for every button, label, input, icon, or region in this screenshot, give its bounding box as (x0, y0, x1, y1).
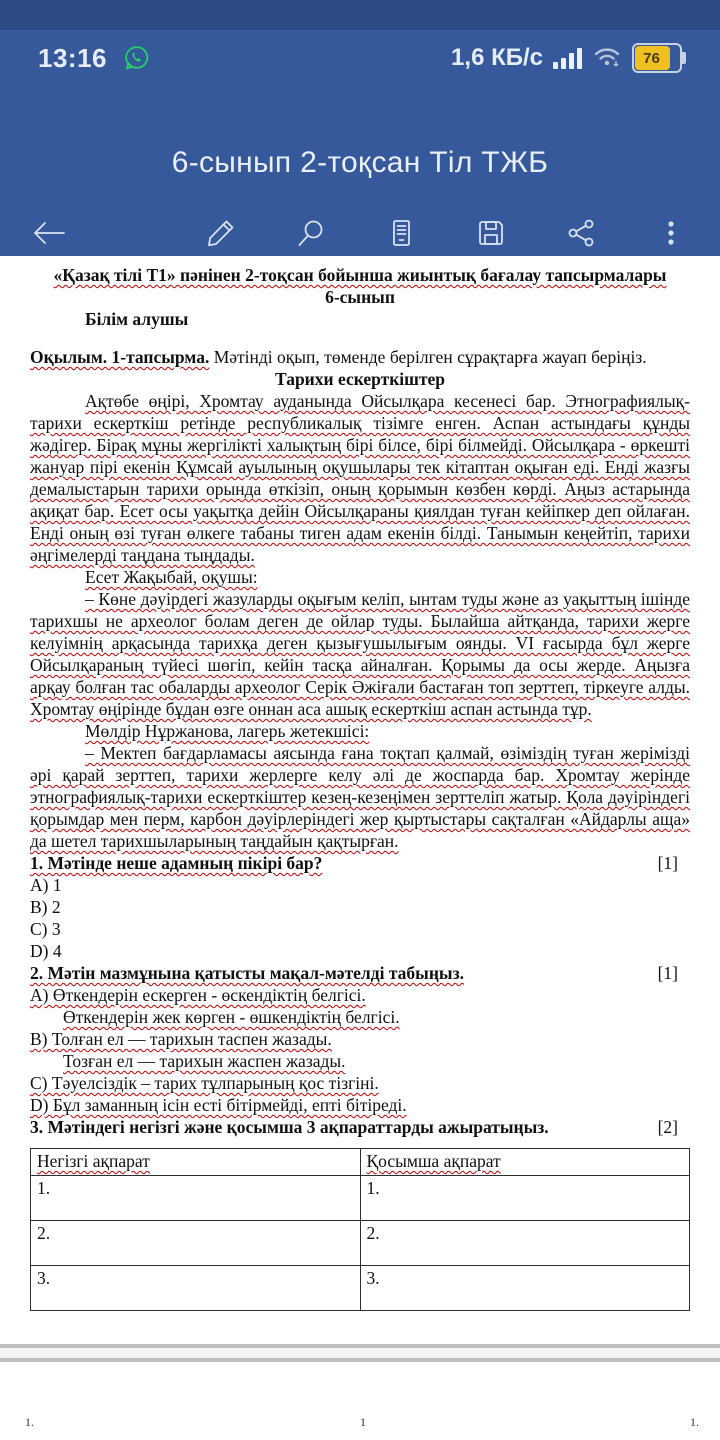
table-cell: 3. (31, 1266, 361, 1311)
document-page-1 (0, 256, 720, 1344)
question-2-text: 2. Мәтін мазмұнына қатысты мақал-мәтелді табыңыз. (30, 963, 464, 983)
table-cell: 2. (360, 1221, 690, 1266)
save-floppy-icon (476, 218, 506, 248)
q2-option-b-line1: B) Толған ел — тарихын таспен жазады. (30, 1029, 332, 1049)
question-1-text: 1. Мәтінде неше адамның пікірі бар? (30, 853, 323, 873)
table-row (31, 1176, 690, 1221)
question-3-points: [2] (657, 1117, 678, 1137)
question-2-points: [1] (657, 963, 678, 983)
doc-subtitle: 6-сынып (325, 287, 395, 307)
question-1 (30, 852, 690, 874)
share-button[interactable] (564, 216, 598, 250)
speaker-1: Есет Жақыбай, оқушы: (85, 567, 258, 587)
task1-heading (30, 346, 690, 368)
clipped-text-fragment: 1 (360, 1415, 366, 1429)
table-header-row (31, 1149, 690, 1176)
document-page-2 (0, 1362, 720, 1429)
battery-percent: 76 (643, 49, 660, 67)
student-label: Білім алушы (85, 309, 189, 329)
status-right-cluster (451, 43, 682, 73)
network-speed: 1,6 КБ/с (451, 44, 543, 71)
document-viewer[interactable] (0, 256, 720, 1440)
reader-view-button[interactable] (384, 216, 418, 250)
battery-nub (682, 52, 686, 64)
paragraph-3: – Мектеп бағдарламасы аясында ғана тоқтап қалмай, өзіміздің туған жерімізді әрі қарай зерттеп, тарихи жерлерге келу әлі де жоспарда бар. Хромтау жерінде этнографиялық-тарихи ескерткіштер кезең-кезеңімен зерттеліп жатыр. Қола дәуіріндегі қорымдар мен перм, карбон дәуірлеріндегі жер қыртыстары сақталған «Айдарлы аща» да шетел тарихшыларының таңдайын қақтырған. (30, 743, 690, 851)
wifi-icon (592, 44, 622, 73)
question-3 (30, 1116, 690, 1138)
clipped-text-fragment: 1. (25, 1415, 34, 1429)
clock: 13:16 (38, 42, 107, 73)
task1-rest: Мәтінді оқып, төменде берілген сұрақтарға жауап беріңіз. (209, 347, 647, 367)
table-row (31, 1266, 690, 1311)
q1-option-d: D) 4 (30, 941, 62, 961)
question-1-points: [1] (657, 853, 678, 873)
battery-indicator (632, 43, 682, 73)
share-icon (566, 218, 596, 248)
overflow-menu-button[interactable] (654, 216, 688, 250)
info-table (30, 1148, 690, 1311)
q2-option-d: D) Бұл заманның ісін есті бітірмейді, епті бітіреді. (30, 1095, 407, 1115)
table-header-main-info: Негізгі ақпарат (31, 1149, 361, 1176)
q2-option-b-line2: Тозған ел — тарихын жаспен жазады. (63, 1051, 346, 1071)
arrow-left-icon (31, 218, 67, 248)
pencil-icon (206, 218, 236, 248)
title-row (0, 86, 720, 180)
save-button[interactable] (474, 216, 508, 250)
paragraph-2: – Көне дәуірдегі жазуларды оқығым келіп, ынтам туды және аз уақыттың ішінде тарихшы не археолог болам деген де ойлар туды. Былайша айтқанда, тарихи жерге келуімнің арқасында тарихқа деген қызығушылығым оянды. VI ғасырда бұл жерге Ойсылқараның түйесі шөгіп, кейін тасқа айналған. Қорымы да осы жерде. Аңызға арқау болған тас обаларды археолог Серік Әжіғали бастаған топ зерттеп, тіркеуге алды. Хромтау өңірінде бұдан өзге оннан аса ашық ескерткіш аспан астында тұр. (30, 589, 690, 719)
document-lines-icon (386, 218, 416, 248)
notch-strip (0, 0, 720, 30)
paragraph-1: Ақтөбе өңірі, Хромтау ауданында Ойсылқара кесенесі бар. Этнографиялық-тарихи ескерткіш ретінде республикалық тізімге енген. Аспан астындағы құнды жәдігер. Бірақ мұны жергілікті халықтың бірі білсе, бірі білмейді. Ойсылқара - өркешті жануар пірі екенін Құмсай ауылының оқушылары тек кітаптан оқыған еді. Енді жазғы демалыстарын тарихи орында өткізіп, оның қорымын көзбен көрді. Аңыз астарында ақиқат бар. Есет осы уақытқа дейін Ойсылқараны қиялдан туған кейіпкер деп ойлаған. Енді оның өзі туған өлкеге табаны тиген адам екенін білді. Танымын кеңейтіп, тарихи әңгімелерді таңдана тыңдады. (30, 391, 690, 565)
q1-option-a: A) 1 (30, 875, 62, 895)
toolbar-actions (204, 216, 688, 250)
q2-option-c: C) Тәуелсіздік – тарих тұлпарының қос тізгіні. (30, 1073, 379, 1093)
page-separator (0, 1344, 720, 1362)
table-cell: 2. (31, 1221, 361, 1266)
speaker-2: Мөлдір Нұржанова, лагерь жетекшісі: (85, 721, 370, 741)
edit-button[interactable] (204, 216, 238, 250)
q1-option-c: C) 3 (30, 919, 61, 939)
q1-option-b: B) 2 (30, 897, 61, 917)
table-row (31, 1221, 690, 1266)
task1-bold: Оқылым. 1-тапсырма. (30, 347, 210, 367)
q2-option-a-line1: A) Өткендерін ескерген - өскендіктің белгісі. (30, 985, 366, 1005)
back-button[interactable] (32, 216, 66, 250)
reading-text-title: Тарихи ескерткіштер (274, 369, 446, 389)
spacer (30, 330, 690, 346)
app-header (0, 0, 720, 256)
signal-strength-icon (553, 47, 582, 69)
table-header-extra-info: Қосымша ақпарат (360, 1149, 690, 1176)
whatsapp-icon (123, 44, 151, 72)
search-button[interactable] (294, 216, 328, 250)
question-3-text: 3. Мәтіндегі негізгі және қосымша 3 ақпараттарды ажыратыңыз. (30, 1117, 549, 1137)
status-bar (0, 30, 720, 86)
clipped-text-fragment: 1. (690, 1415, 699, 1429)
search-icon (296, 218, 326, 248)
kebab-menu-icon (656, 218, 686, 248)
table-cell: 1. (360, 1176, 690, 1221)
q2-option-a-line2: Өткендерін жек көрген - өшкендіктің белгісі. (63, 1007, 400, 1027)
document-title: 6-сынып 2-тоқсан Тіл ТЖБ (171, 146, 549, 179)
table-cell: 1. (31, 1176, 361, 1221)
question-2 (30, 962, 690, 984)
table-cell: 3. (360, 1266, 690, 1311)
doc-title: «Қазақ тілі Т1» пәнінен 2-тоқсан бойынша жиынтық бағалау тапсырмалары (53, 265, 667, 285)
